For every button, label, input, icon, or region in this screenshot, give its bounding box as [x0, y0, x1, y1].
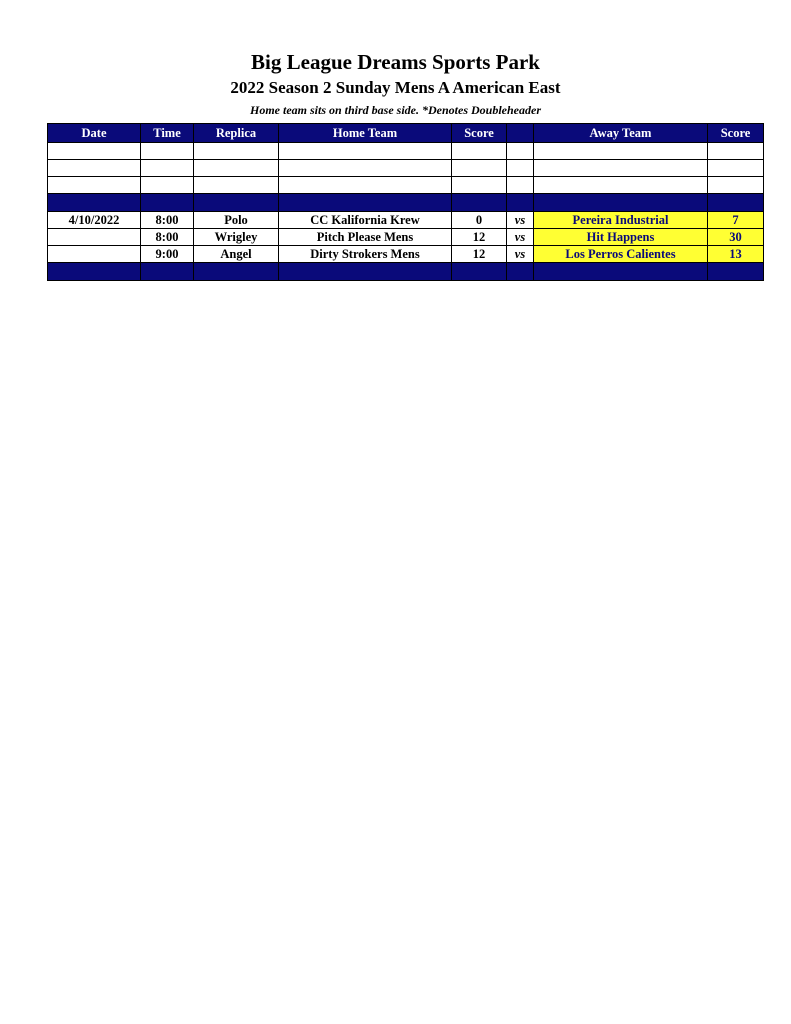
footer-row — [48, 263, 764, 281]
game-replica: Polo — [194, 212, 279, 229]
schedule-note: Home team sits on third base side. *Denotes Doubleheader — [250, 103, 541, 117]
game-replica: Wrigley — [194, 229, 279, 246]
column-header-home-team: Home Team — [279, 124, 452, 143]
home-score: 12 — [452, 229, 507, 246]
column-header-vs — [507, 124, 534, 143]
away-score: 7 — [708, 212, 764, 229]
game-date — [48, 246, 141, 263]
vs-label: vs — [507, 212, 534, 229]
page-title: Big League Dreams Sports Park — [251, 50, 540, 74]
column-header-home-score: Score — [452, 124, 507, 143]
table-row — [48, 229, 764, 246]
column-header-away-team: Away Team — [534, 124, 708, 143]
game-date: 4/10/2022 — [48, 212, 141, 229]
schedule-table — [47, 123, 764, 281]
away-score: 13 — [708, 246, 764, 263]
separator-row — [48, 194, 764, 212]
schedule-subtitle: 2022 Season 2 Sunday Mens A American East — [230, 78, 561, 97]
away-team: Los Perros Calientes — [534, 246, 708, 263]
column-header-time: Time — [141, 124, 194, 143]
column-header-date: Date — [48, 124, 141, 143]
game-date — [48, 229, 141, 246]
home-score: 12 — [452, 246, 507, 263]
home-team: Dirty Strokers Mens — [279, 246, 452, 263]
empty-row — [48, 177, 764, 194]
game-time: 8:00 — [141, 212, 194, 229]
column-header-away-score: Score — [708, 124, 764, 143]
vs-label: vs — [507, 246, 534, 263]
away-score: 30 — [708, 229, 764, 246]
column-header-replica: Replica — [194, 124, 279, 143]
table-row — [48, 212, 764, 229]
game-time: 8:00 — [141, 229, 194, 246]
home-team: CC Kalifornia Krew — [279, 212, 452, 229]
vs-label: vs — [507, 229, 534, 246]
away-team: Hit Happens — [534, 229, 708, 246]
empty-row — [48, 143, 764, 160]
table-row — [48, 246, 764, 263]
home-score: 0 — [452, 212, 507, 229]
away-team: Pereira Industrial — [534, 212, 708, 229]
home-team: Pitch Please Mens — [279, 229, 452, 246]
game-replica: Angel — [194, 246, 279, 263]
empty-row — [48, 160, 764, 177]
table-header-row — [48, 124, 764, 143]
game-time: 9:00 — [141, 246, 194, 263]
